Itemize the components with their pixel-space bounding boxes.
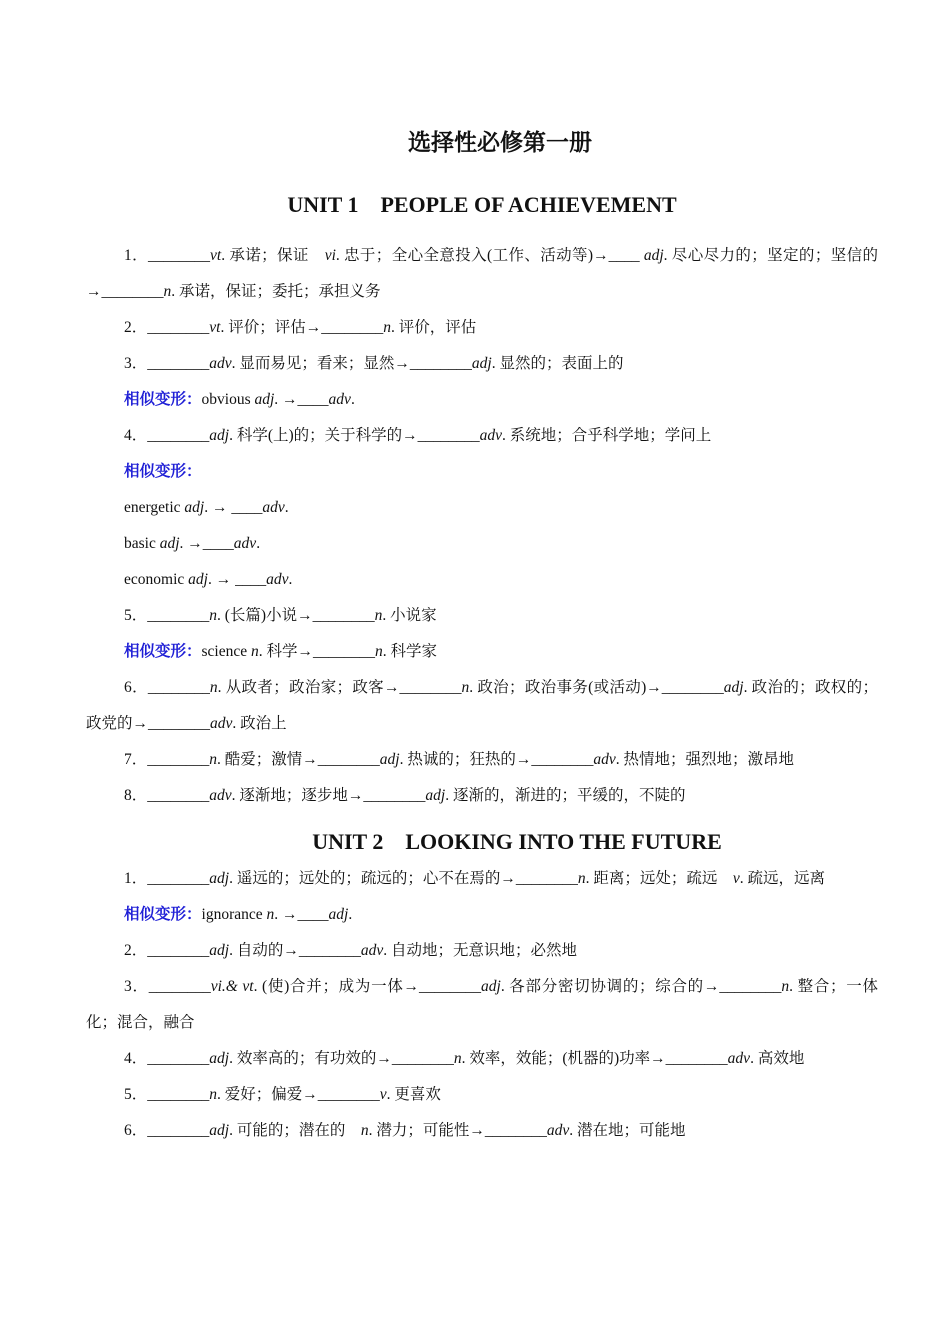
text-segment: . 爱好；偏爱→ [217, 1086, 318, 1103]
part-of-speech: adv [262, 499, 285, 516]
variant-label: 相似变形： [124, 906, 202, 923]
vocab-item [86, 238, 878, 310]
part-of-speech: n [209, 751, 218, 768]
part-of-speech: vt [209, 319, 221, 336]
text-segment: . 政治上 [232, 715, 287, 732]
part-of-speech: adj [159, 535, 180, 552]
part-of-speech: n [209, 607, 218, 624]
page-title: 选择性必修第一册 [408, 130, 592, 155]
text-segment: . 小说家 [382, 607, 437, 624]
part-of-speech: vt [210, 247, 222, 264]
part-of-speech: n [163, 283, 172, 300]
part-of-speech: adv [546, 1122, 570, 1139]
text-segment: . [350, 391, 355, 408]
answer-blank[interactable]: ________ [147, 1050, 210, 1067]
answer-blank[interactable]: ________ [148, 247, 211, 264]
part-of-speech: adj [254, 391, 275, 408]
answer-blank[interactable]: ________ [363, 787, 426, 804]
text-segment: . [288, 571, 293, 588]
answer-blank[interactable]: ________ [665, 1050, 728, 1067]
part-of-speech: n [209, 1086, 218, 1103]
answer-blank[interactable]: ________ [147, 787, 210, 804]
part-of-speech: n [360, 1122, 369, 1139]
text-segment: 5． [124, 1086, 148, 1103]
vocab-item [86, 490, 878, 526]
text-segment: . → [207, 571, 236, 588]
text-segment: . 承诺；保证 [221, 247, 325, 264]
text-segment: . 科学家 [382, 643, 438, 660]
vocab-item [86, 742, 878, 778]
answer-blank[interactable]: ________ [661, 679, 724, 696]
text-segment: . → [204, 499, 232, 516]
text-segment: . 政治；政治事务(或活动)→ [469, 679, 662, 696]
text-segment: . 政治的；政权的；政党的→ [86, 679, 878, 732]
text-segment: . 科学→ [258, 643, 314, 660]
part-of-speech: adj [209, 942, 230, 959]
part-of-speech: adj [643, 247, 664, 264]
text-segment: 6． [124, 679, 148, 696]
part-of-speech: adj [209, 1122, 230, 1139]
answer-blank[interactable]: ____ [202, 535, 234, 552]
part-of-speech: adv [233, 535, 257, 552]
text-segment: . [348, 906, 353, 923]
answer-blank[interactable]: ________ [317, 1086, 380, 1103]
part-of-speech: adj [471, 355, 492, 372]
answer-blank[interactable]: ________ [147, 319, 210, 336]
answer-blank[interactable]: ________ [147, 355, 210, 372]
similar-variant-line [86, 634, 878, 670]
vocab-item [86, 778, 878, 814]
answer-blank[interactable]: ________ [313, 643, 376, 660]
text-segment: . 效率，效能；(机器的)功率→ [461, 1050, 666, 1067]
text-segment: 4． [124, 1050, 148, 1067]
part-of-speech: n [577, 870, 586, 887]
vocab-item [86, 1113, 878, 1149]
text-segment: . 显而易见；看来；显然→ [231, 355, 410, 372]
text-segment: . 承诺，保证；委托；承担义务 [171, 283, 381, 300]
part-of-speech: n [251, 643, 259, 660]
text-segment: . 自动地；无意识地；必然地 [383, 942, 577, 959]
similar-variant-line [86, 454, 878, 490]
part-of-speech: adj [209, 870, 230, 887]
text-segment: . 效率高的；有功效的→ [229, 1050, 392, 1067]
part-of-speech: adj [209, 427, 230, 444]
part-of-speech: adj [723, 679, 744, 696]
part-of-speech: n [781, 978, 790, 995]
variant-label: 相似变形： [124, 463, 202, 480]
text-segment: . 高效地 [750, 1050, 805, 1067]
part-of-speech: n [383, 319, 391, 336]
part-of-speech: n [453, 1050, 462, 1067]
answer-blank[interactable]: ________ [484, 1122, 547, 1139]
part-of-speech: adv [328, 391, 351, 408]
text-segment: . 自动的→ [229, 942, 299, 959]
text-segment: . (使)合并；成为一体→ [253, 978, 420, 995]
part-of-speech: adv [209, 355, 232, 372]
answer-blank[interactable]: ________ [147, 607, 210, 624]
text-segment: 1． [124, 247, 149, 264]
text-segment: . 评价，评估 [390, 319, 477, 336]
answer-blank[interactable]: ____ [297, 906, 329, 923]
answer-blank[interactable]: ________ [147, 1122, 210, 1139]
text-segment: . 更喜欢 [386, 1086, 441, 1103]
answer-blank[interactable]: ____ [235, 571, 267, 588]
answer-blank[interactable]: ________ [515, 870, 578, 887]
answer-blank[interactable]: ________ [391, 1050, 454, 1067]
part-of-speech: adj [425, 787, 446, 804]
unit-heading: UNIT 2 LOOKING INTO THE FUTURE [312, 829, 722, 854]
answer-blank[interactable]: ____ [608, 247, 644, 264]
part-of-speech: n [266, 906, 275, 923]
text-segment: . 潜力；可能性→ [368, 1122, 485, 1139]
text-segment: . 遥远的；远处的；疏远的；心不在焉的→ [229, 870, 516, 887]
part-of-speech: adv [209, 787, 232, 804]
part-of-speech: adj [481, 978, 501, 995]
text-segment: . [256, 535, 261, 552]
text-segment: 5． [124, 607, 148, 624]
answer-blank[interactable]: ________ [417, 427, 480, 444]
answer-blank[interactable]: ________ [298, 942, 361, 959]
vocab-item [86, 670, 878, 742]
text-segment: . → [179, 535, 203, 552]
vocab-item [86, 1041, 878, 1077]
part-of-speech: adv [210, 715, 233, 732]
text-segment: 6． [124, 1122, 148, 1139]
text-segment: . 距离；远处；疏远 [585, 870, 733, 887]
vocab-item [86, 418, 878, 454]
answer-blank[interactable]: ________ [147, 679, 210, 696]
answer-blank[interactable]: ________ [147, 942, 210, 959]
text-segment: 3． [124, 355, 148, 372]
answer-blank[interactable]: ________ [399, 679, 462, 696]
variant-label: 相似变形： [124, 391, 202, 408]
answer-blank[interactable]: ________ [719, 978, 782, 995]
text-segment: ignorance [201, 906, 267, 923]
part-of-speech: adv [360, 942, 384, 959]
unit-section [86, 823, 878, 1149]
vocab-item [86, 346, 878, 382]
text-segment: . 忠于；全心全意投入(工作、活动等)→ [335, 247, 609, 264]
part-of-speech: adv [727, 1050, 751, 1067]
answer-blank[interactable]: ____ [231, 499, 263, 516]
part-of-speech: n [461, 679, 470, 696]
similar-variant-line [86, 382, 878, 418]
part-of-speech: v [379, 1086, 387, 1103]
text-segment: . 评价；评估→ [220, 319, 322, 336]
answer-blank[interactable]: ________ [409, 355, 472, 372]
answer-blank[interactable]: ________ [321, 319, 384, 336]
text-segment: . 热情地；强烈地；激昂地 [615, 751, 795, 768]
answer-blank[interactable]: ________ [148, 715, 211, 732]
part-of-speech: adv [479, 427, 503, 444]
part-of-speech: adj [379, 751, 400, 768]
text-segment: . 酷爱；激情→ [217, 751, 318, 768]
text-segment: basic [124, 535, 160, 552]
text-segment: energetic [124, 499, 185, 516]
part-of-speech: n [375, 643, 383, 660]
answer-blank[interactable]: ________ [419, 978, 482, 995]
vocab-item [86, 598, 878, 634]
part-of-speech: adj [188, 571, 208, 588]
answer-blank[interactable]: ________ [148, 978, 211, 995]
vocab-item [86, 562, 878, 598]
text-segment: . 尽心尽力的；坚定的；坚信的→ [86, 247, 878, 300]
text-segment: . → [274, 906, 298, 923]
text-segment: 7． [124, 751, 148, 768]
text-segment: . 从政者；政治家；政客→ [217, 679, 400, 696]
part-of-speech: n [374, 607, 383, 624]
text-segment: 1． [124, 870, 148, 887]
part-of-speech: adj [184, 499, 205, 516]
vocab-item [86, 310, 878, 346]
text-segment: obvious [201, 391, 255, 408]
vocab-item [86, 969, 878, 1041]
answer-blank[interactable]: ________ [147, 1086, 210, 1103]
vocab-item [86, 1077, 878, 1113]
text-segment: . 科学(上)的；关于科学的→ [229, 427, 418, 444]
text-segment: . [284, 499, 289, 516]
text-segment: 2． [124, 942, 148, 959]
text-segment: . 系统地；合乎科学地；学问上 [502, 427, 712, 444]
answer-blank[interactable]: ________ [531, 751, 594, 768]
text-segment: 8． [124, 787, 148, 804]
text-segment: . 显然的；表面上的 [491, 355, 624, 372]
text-segment: . → [274, 391, 298, 408]
part-of-speech: adj [209, 1050, 230, 1067]
vocab-item [86, 526, 878, 562]
vocab-item [86, 861, 878, 897]
part-of-speech: vi [324, 247, 336, 264]
text-segment: . 逐渐的，渐进的；平缓的，不陡的 [445, 787, 686, 804]
text-segment: 2． [124, 319, 148, 336]
unit-heading: UNIT 1 PEOPLE OF ACHIEVEMENT [287, 192, 677, 217]
vocab-item [86, 933, 878, 969]
answer-blank[interactable]: ________ [312, 607, 375, 624]
text-segment: . 可能的；潜在的 [229, 1122, 361, 1139]
text-segment: . 逐渐地；逐步地→ [231, 787, 364, 804]
text-segment: . 整合；一体化；混合，融合 [86, 978, 878, 1031]
part-of-speech: v [732, 870, 740, 887]
text-segment: . 热诚的；狂热的→ [399, 751, 532, 768]
text-segment: economic [124, 571, 189, 588]
part-of-speech: adj [328, 906, 349, 923]
answer-blank[interactable]: ________ [147, 427, 210, 444]
answer-blank[interactable]: ________ [317, 751, 380, 768]
answer-blank[interactable]: ________ [101, 283, 164, 300]
text-segment: 4． [124, 427, 148, 444]
text-segment: . 潜在地；可能地 [569, 1122, 686, 1139]
answer-blank[interactable]: ________ [147, 751, 210, 768]
variant-label: 相似变形： [124, 643, 202, 660]
text-segment: 3． [124, 978, 149, 995]
answer-blank[interactable]: ________ [147, 870, 210, 887]
answer-blank[interactable]: ____ [297, 391, 329, 408]
text-segment: . 各部分密切协调的；综合的→ [500, 978, 720, 995]
text-segment: . 疏远，远离 [739, 870, 826, 887]
text-segment: . (长篇)小说→ [217, 607, 313, 624]
part-of-speech: adv [593, 751, 616, 768]
part-of-speech: n [209, 679, 218, 696]
part-of-speech: adv [266, 571, 289, 588]
part-of-speech: vi.& vt [210, 978, 254, 995]
text-segment: science [201, 643, 251, 660]
similar-variant-line [86, 897, 878, 933]
unit-section [86, 186, 878, 814]
